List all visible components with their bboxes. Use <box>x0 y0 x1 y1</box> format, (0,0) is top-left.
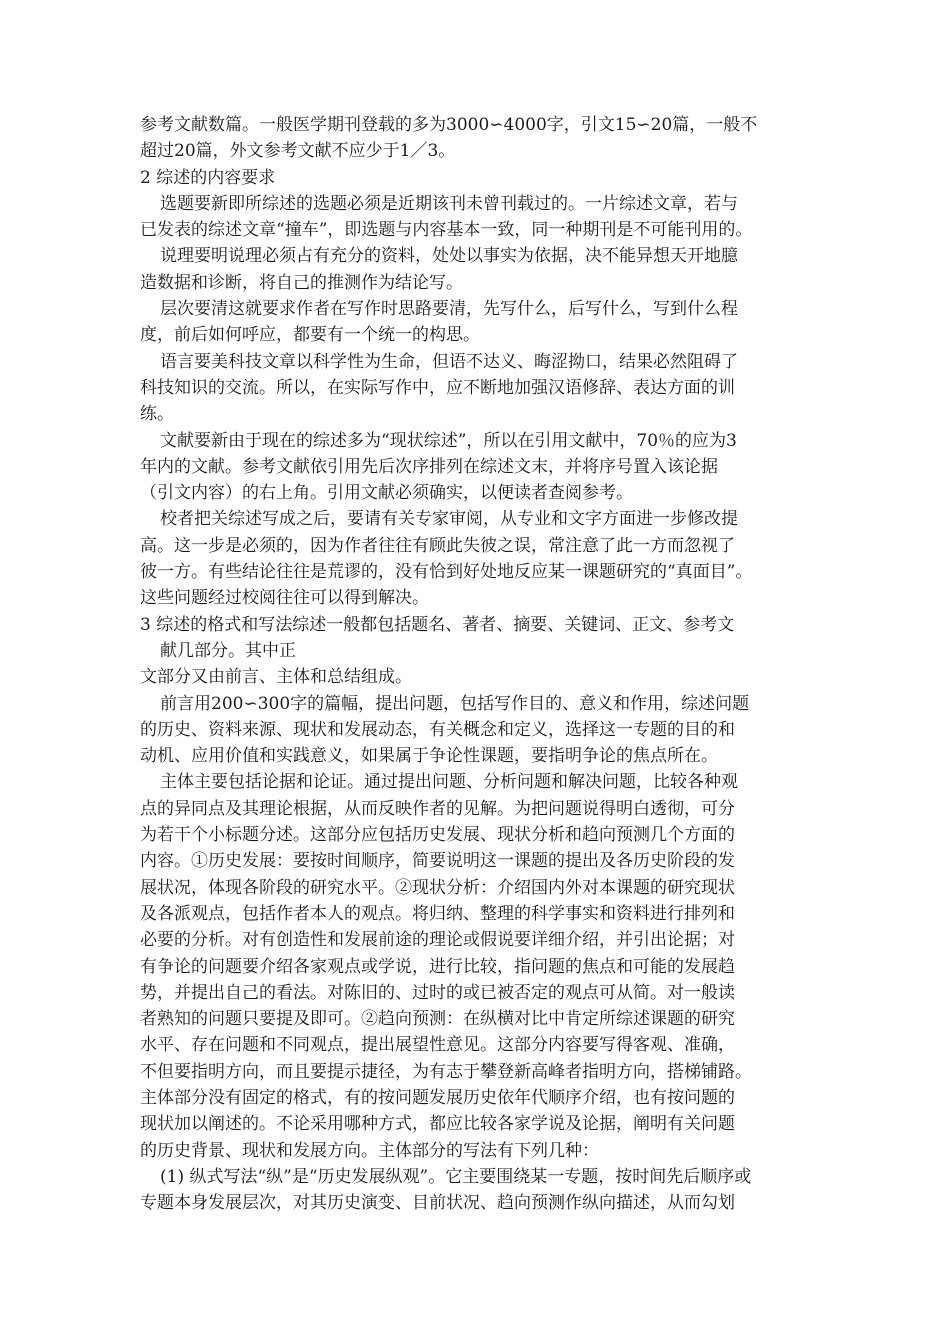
text-line: 及各派观点，包括作者本人的观点。将归纳、整理的科学事实和资料进行排列和 <box>140 903 735 924</box>
text-line: 点的异同点及其理论根据，从而反映作者的见解。为把问题说得明白透彻，可分 <box>140 798 735 819</box>
text-line: 动机、应用价值和实践意义，如果属于争论性课题，要指明争论的焦点所在。 <box>140 746 718 767</box>
text-line: 者熟知的问题只要提及即可。②趋向预测：在纵横对比中肯定所综述课题的研究 <box>140 1009 735 1030</box>
text-line: 水平、存在问题和不同观点，提出展望性意见。这部分内容要写得客观、准确， <box>140 1035 735 1056</box>
text-line: 文部分又由前言、主体和总结组成。 <box>140 667 412 688</box>
text-line: 不但要指明方向，而且要提示捷径，为有志于攀登新高峰者指明方向，搭梯铺路。 <box>140 1061 752 1082</box>
text-line: （引文内容）的右上角。引用文献必须确实，以便读者查阅参考。 <box>140 483 633 504</box>
text-line: 这些问题经过校阅往往可以得到解决。 <box>140 588 429 609</box>
text-line: 的历史、资料来源、现状和发展动态，有关概念和定义，选择这一专题的目的和 <box>140 719 735 740</box>
text-line: 有争论的问题要介绍各家观点或学说，进行比较，指问题的焦点和可能的发展趋 <box>140 956 735 977</box>
text-line: 彼一方。有些结论往往是荒谬的，没有恰到好处地反应某一课题研究的“真面目”。 <box>140 562 753 583</box>
text-line: 参考文献数篇。一般医学期刊登载的多为3000∽4000字，引文15∽20篇，一般不 <box>140 115 758 135</box>
text-line: 献几部分。其中正 <box>160 640 296 661</box>
text-line: 度，前后如何呼应，都要有一个统一的构思。 <box>140 325 480 346</box>
text-line: 造数据和诊断，将自己的推测作为结论写。 <box>140 272 463 293</box>
text-line: 校者把关综述写成之后，要请有关专家审阅，从专业和文字方面进一步修改提 <box>160 509 738 530</box>
text-line: 语言要美科技文章以科学性为生命，但语不达义、晦涩拗口，结果必然阻碍了 <box>160 351 738 372</box>
text-line: 选题要新即所综述的选题必须是近期该刊未曾刊载过的。一片综述文章，若与 <box>160 193 738 214</box>
text-line: 层次要清这就要求作者在写作时思路要清，先写什么，后写什么，写到什么程 <box>160 299 738 320</box>
text-line: 高。这一步是必须的，因为作者往往有顾此失彼之误，常注意了此一方而忽视了 <box>140 535 735 556</box>
text-line: 前言用200∽300字的篇幅，提出问题，包括写作目的、意义和作用，综述问题 <box>160 693 750 714</box>
text-line: 的历史背景、现状和发展方向。主体部分的写法有下列几种： <box>140 1140 599 1161</box>
text-line: 主体主要包括论据和论证。通过提出问题、分析问题和解决问题，比较各种观 <box>160 772 738 793</box>
text-line: 现状加以阐述的。不论采用哪种方式，都应比较各家学说及论据，阐明有关问题 <box>140 1114 735 1135</box>
text-line: 主体部分没有固定的格式，有的按问题发展历史依年代顺序介绍，也有按问题的 <box>140 1087 735 1108</box>
text-line: 内容。①历史发展：要按时间顺序，简要说明这一课题的提出及各历史阶段的发 <box>140 851 735 872</box>
text-line: 年内的文献。参考文献依引用先后次序排列在综述文末，并将序号置入该论据 <box>140 456 718 477</box>
text-line: 已发表的综述文章“撞车”，即选题与内容基本一致，同一种期刊是不可能刊用的。 <box>140 220 753 241</box>
text-line: 说理要明说理必须占有充分的资料，处处以事实为依据，决不能异想天开地臆 <box>160 246 738 267</box>
text-line: 3 综述的格式和写法综述一般都包括题名、著者、摘要、关键词、正文、参考文 <box>140 614 735 635</box>
document-page <box>140 112 830 1216</box>
text-line: 必要的分析。对有创造性和发展前途的理论或假说要详细介绍，并引出论据；对 <box>140 930 735 951</box>
text-line: 练。 <box>140 404 174 425</box>
text-line: 势，并提出自己的看法。对陈旧的、过时的或已被否定的观点可从简。对一般读 <box>140 982 735 1003</box>
text-line: 专题本身发展层次，对其历史演变、目前状况、趋向预测作纵向描述，从而勾划 <box>140 1193 735 1214</box>
text-line: 文献要新由于现在的综述多为“现状综述”，所以在引用文献中，70％的应为3 <box>160 430 737 451</box>
text-line: (1) 纵式写法“纵”是“历史发展纵观”。它主要围绕某一专题，按时间先后顺序或 <box>160 1166 752 1187</box>
text-line: 展状况，体现各阶段的研究水平。②现状分析：介绍国内外对本课题的研究现状 <box>140 877 735 898</box>
text-line: 2 综述的内容要求 <box>140 167 276 188</box>
text-line: 超过20篇，外文参考文献不应少于1／3。 <box>140 141 456 162</box>
text-line: 为若干个小标题分述。这部分应包括历史发展、现状分析和趋向预测几个方面的 <box>140 825 735 846</box>
text-line: 科技知识的交流。所以，在实际写作中，应不断地加强汉语修辞、表达方面的训 <box>140 377 735 398</box>
